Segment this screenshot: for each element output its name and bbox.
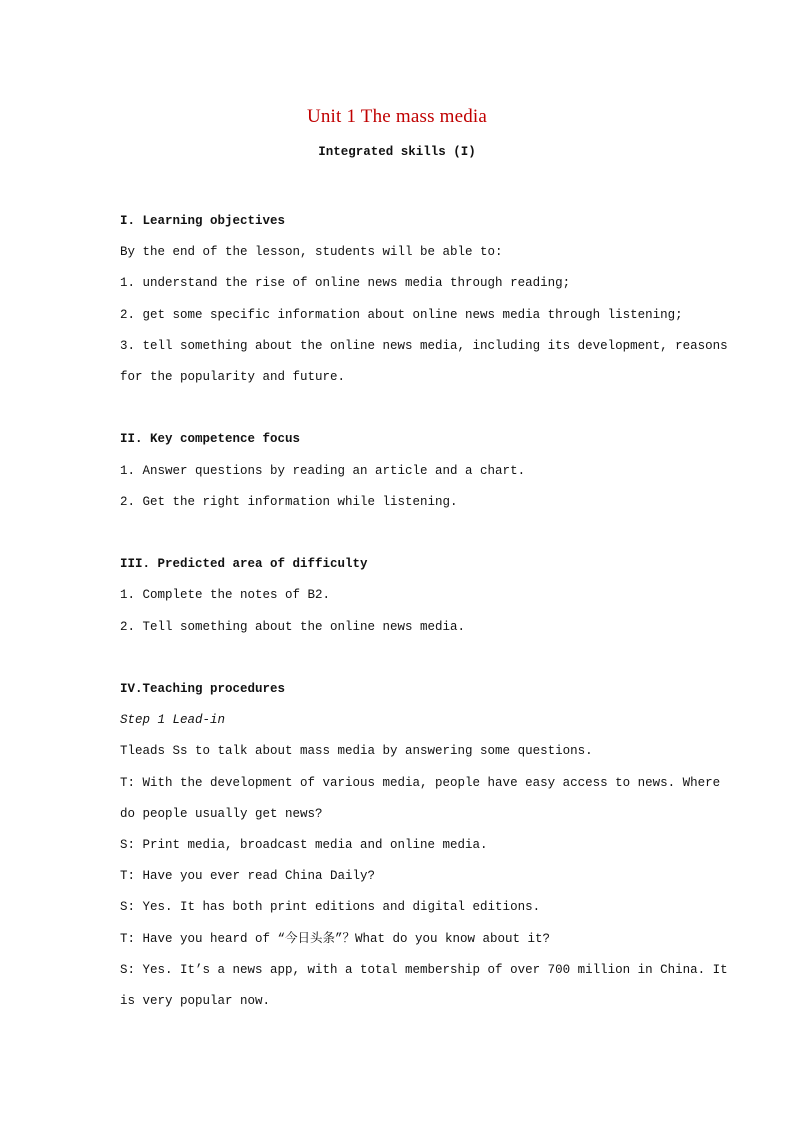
section-heading-procedures: IV.Teaching procedures <box>120 682 286 696</box>
procedure-line: Tleads Ss to talk about mass media by answering some questions. <box>120 744 593 759</box>
competence-line: 1. Answer questions by reading an article and a chart. <box>120 463 526 478</box>
document-title: Unit 1 The mass media <box>306 106 488 127</box>
difficulty-line: 2. Tell something about the online news media. <box>120 619 466 634</box>
objectives-line: By the end of the lesson, students will be able to: <box>120 245 503 260</box>
document-body <box>120 206 728 1017</box>
spacer <box>120 518 680 549</box>
section-heading-competence: II. Key competence focus <box>120 432 301 447</box>
spacer <box>120 643 680 674</box>
procedure-line: T: Have you ever read China Daily? <box>120 869 376 884</box>
procedure-line: S: Yes. It’s a news app, with a total membership of over 700 million in China. It <box>120 962 728 977</box>
competence-line: 2. Get the right information while listening. <box>120 494 458 509</box>
difficulty-line: 1. Complete the notes of B2. <box>120 588 331 603</box>
objectives-line: 3. tell something about the online news media, including its development, reasons <box>120 338 728 353</box>
procedure-line: S: Yes. It has both print editions and digital editions. <box>120 900 541 915</box>
section-heading-difficulty: III. Predicted area of difficulty <box>120 557 368 572</box>
procedure-line: is very popular now. <box>120 994 271 1009</box>
step-heading: Step 1 Lead-in <box>120 713 226 728</box>
procedure-line: T: Have you heard of “今日头条”？What do you know about it? <box>120 931 551 946</box>
spacer <box>120 393 680 424</box>
objectives-line: 1. understand the rise of online news media through reading; <box>120 276 571 291</box>
procedure-line: do people usually get news? <box>120 806 323 821</box>
section-heading-objectives: I. Learning objectives <box>120 214 286 228</box>
procedure-line: T: With the development of various media, people have easy access to news. Where <box>120 775 721 790</box>
objectives-line: 2. get some specific information about online news media through listening; <box>120 307 683 322</box>
document-subtitle: Integrated skills (I) <box>318 145 476 159</box>
objectives-line: for the popularity and future. <box>120 370 346 385</box>
procedure-line: S: Print media, broadcast media and online media. <box>120 838 488 853</box>
